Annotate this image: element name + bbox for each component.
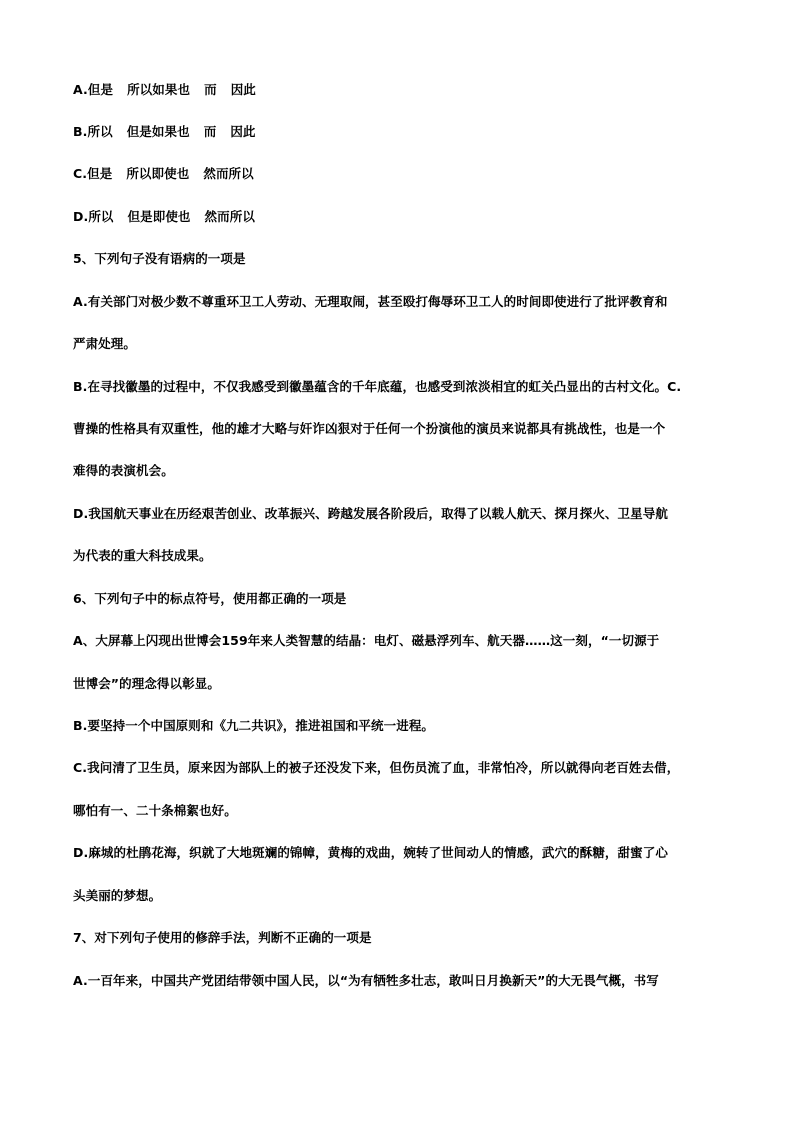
- q5-stem: 5、下列句子没有语病的一项是: [73, 251, 246, 266]
- option-label: B.所以: [73, 124, 113, 139]
- q5-option-b-line1: B.在寻找徽墨的过程中，不仅我感受到徽墨蕴含的千年底蕴，也感受到浓淡相宜的虹关凸显出的古村文化。C.: [73, 379, 682, 394]
- q7-stem: 7、对下列句子使用的修辞手法，判断不正确的一项是: [73, 930, 372, 945]
- q6-option-a-line2: 世博会”的理念得以彰显。: [73, 676, 220, 691]
- q5-option-d-line2: 为代表的重大科技成果。: [73, 548, 212, 563]
- q4-option-b: [73, 124, 753, 140]
- option-part: 所以即使也: [126, 166, 190, 181]
- q6-option-b-line1: B.要坚持一个中国原则和《九二共识》，推进祖国和平统一进程。: [73, 718, 435, 733]
- option-label: A.但是: [73, 82, 114, 97]
- option-part: 因此: [230, 82, 256, 97]
- option-part: 因此: [230, 124, 256, 139]
- q6-stem: 6、下列句子中的标点符号，使用都正确的一项是: [73, 591, 347, 606]
- option-part: 然而所以: [203, 166, 254, 181]
- q5-option-c-line2: 难得的表演机会。: [73, 463, 174, 478]
- option-part: 但是如果也: [126, 124, 190, 139]
- q4-option-a: [73, 82, 753, 98]
- q6-option-c-line2: 哪怕有一、二十条棉絮也好。: [73, 803, 237, 818]
- q6-option-c-line1: C.我问清了卫生员，原来因为部队上的被子还没发下来，但伤员流了血，非常怕冷，所以就得向老百姓去借，: [73, 760, 680, 775]
- q6-option-d-line2: 头美丽的梦想。: [73, 888, 162, 903]
- q7-option-a-line1: A.一百年来，中国共产党团结带领中国人民，以“为有牺牲多壮志，敢叫日月换新天”的大无畏气概，书写: [73, 973, 659, 988]
- q5-option-a-line1: A.有关部门对极少数不尊重环卫工人劳动、无理取闹，甚至殴打侮辱环卫工人的时间即使进行了批评教育和: [73, 294, 668, 309]
- option-part: 所以如果也: [127, 82, 191, 97]
- q6-option-a-line1: A、大屏幕上闪现出世博会159年来人类智慧的结晶：电灯、磁悬浮列车、航天器……这一刻，“一切源于: [73, 633, 660, 648]
- q5-option-a-line2: 严肃处理。: [73, 336, 137, 351]
- option-label: C.但是: [73, 166, 113, 181]
- option-part: 而: [203, 124, 217, 139]
- q5-option-c-line1: 曹操的性格具有双重性，他的雄才大略与奸诈凶狠对于任何一个扮演他的演员来说都具有挑战性，也是一个: [73, 421, 666, 436]
- q6-option-d-line1: D.麻城的杜鹃花海，织就了大地斑斓的锦幛，黄梅的戏曲，婉转了世间动人的情感，武穴的酥糖，甜蜜了心: [73, 845, 668, 860]
- option-label: D.所以: [73, 209, 114, 224]
- q4-option-c: [73, 166, 753, 182]
- option-part: 但是即使也: [127, 209, 191, 224]
- option-part: 而: [204, 82, 217, 97]
- q5-option-d-line1: D.我国航天事业在历经艰苦创业、改革振兴、跨越发展各阶段后，取得了以载人航天、探月探火、卫星导航: [73, 506, 668, 521]
- q4-option-d: [73, 209, 753, 225]
- option-part: 然而所以: [204, 209, 255, 224]
